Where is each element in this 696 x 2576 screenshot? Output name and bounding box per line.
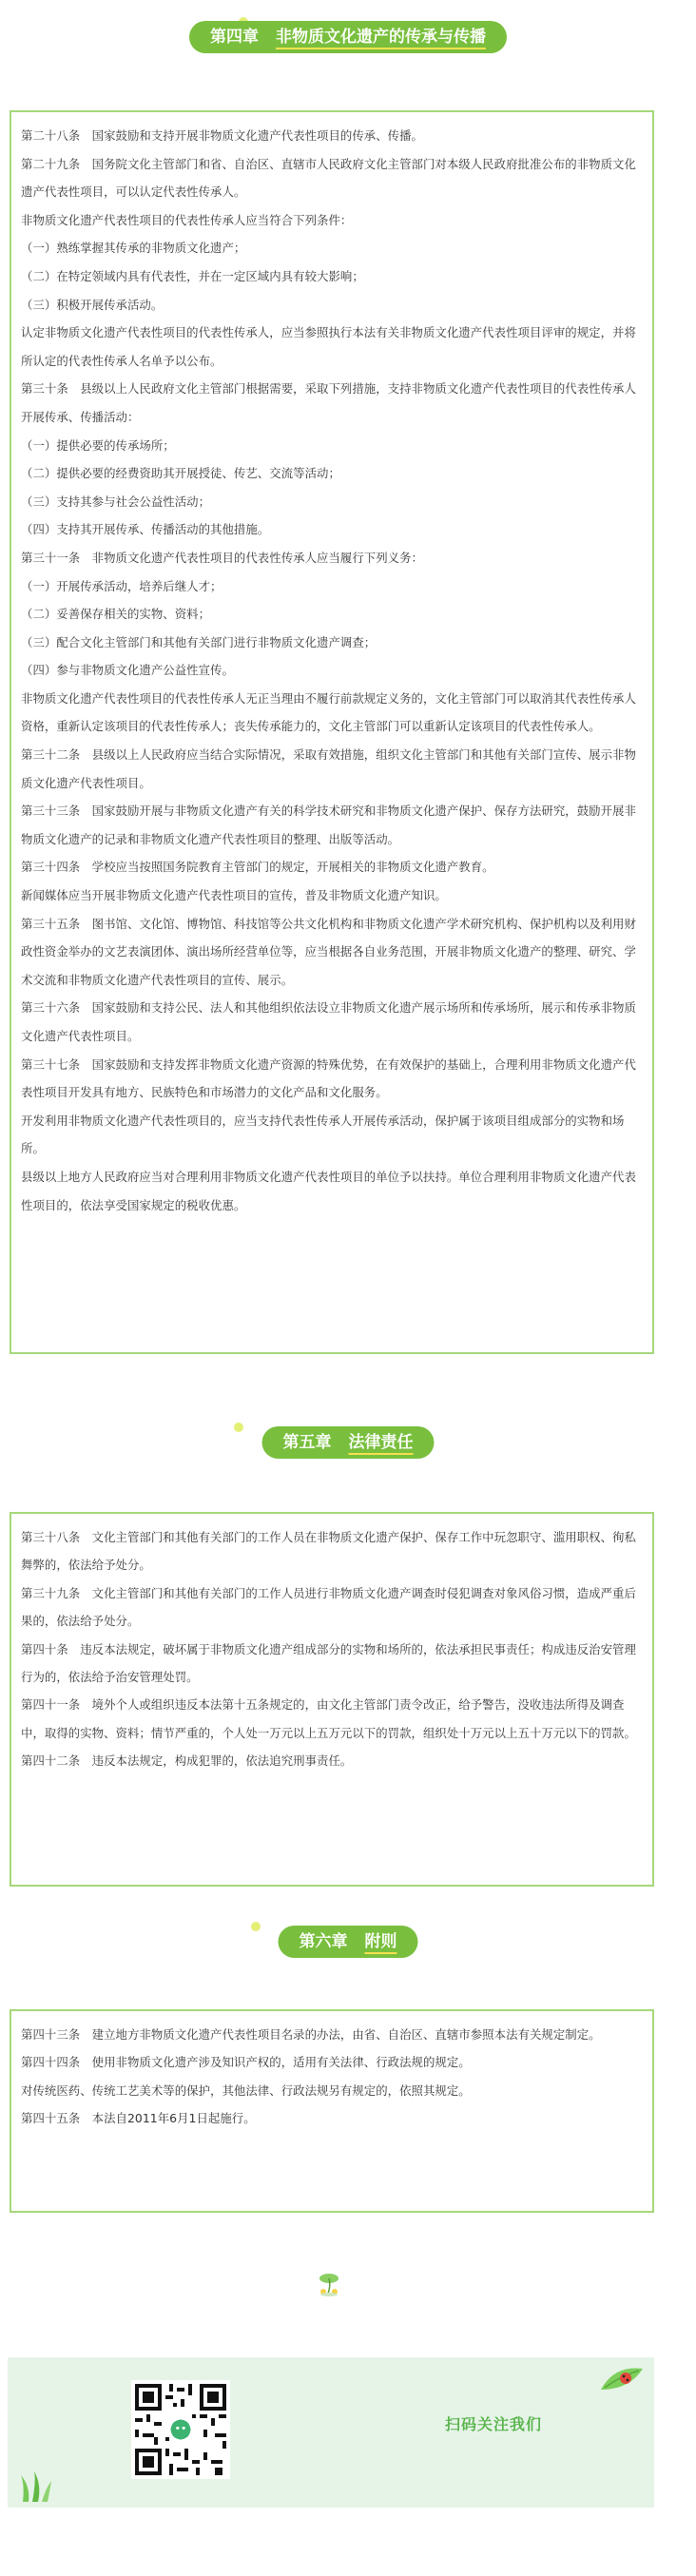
article-line: 第四十条 违反本法规定，破坏属于非物质文化遗产组成部分的实物和场所的，依法承担民事责任；构成违反治安管理行为的，依法给予治安管理处罚。 bbox=[21, 1641, 636, 1685]
article-line: 非物质文化遗产代表性项目的代表性传承人应当符合下列条件： bbox=[21, 212, 353, 227]
article-line: （一）熟练掌握其传承的非物质文化遗产； bbox=[21, 241, 246, 256]
chapter-content-box bbox=[10, 110, 654, 1354]
chapter-number: 第四章 bbox=[210, 28, 259, 47]
follow-us-text: 扫码关注我们 bbox=[445, 2415, 543, 2433]
chapter-number: 第五章 bbox=[282, 1433, 332, 1452]
article-line: 第二十八条 国家鼓励和支持开展非物质文化遗产代表性项目的传承、传播。 bbox=[21, 128, 423, 143]
article-line: 第三十一条 非物质文化遗产代表性项目的代表性传承人应当履行下列义务： bbox=[21, 550, 423, 565]
chapter-title-pill bbox=[189, 21, 507, 53]
chapter-heading bbox=[0, 11, 696, 61]
article-line: 第三十二条 县级以上人民政府应当结合实际情况，采取有效措施，组织文化主管部门和其他有关部门宣传、展示非物质文化遗产代表性项目。 bbox=[21, 747, 636, 790]
article-line: （三）积极开展传承活动。 bbox=[21, 297, 164, 312]
chapter-title: 附则 bbox=[365, 1932, 397, 1954]
article-line: （二）提供必要的经费资助其开展授徒、传艺、交流等活动； bbox=[21, 466, 340, 481]
chapter-heading bbox=[0, 1916, 696, 1966]
article-line: 第三十七条 国家鼓励和支持发挥非物质文化遗产资源的特殊优势，在有效保护的基础上，合理利用非物质文化遗产代表性项目开发具有地方、民族特色和市场潜力的文化产品和文化服务。 bbox=[21, 1056, 636, 1100]
article-line: 第四十四条 使用非物质文化遗产涉及知识产权的，适用有关法律、行政法规的规定。 bbox=[21, 2055, 471, 2070]
article-line: 第二十九条 国务院文化主管部门和省、自治区、直辖市人民政府文化主管部门对本级人民政府批准公布的非物质文化遗产代表性项目，可以认定代表性传承人。 bbox=[21, 156, 636, 200]
chapter-number: 第六章 bbox=[299, 1932, 348, 1951]
article-line: 开发利用非物质文化遗产代表性项目的，应当支持代表性传承人开展传承活动，保护属于该项目组成部分的实物和场所。 bbox=[21, 1113, 625, 1156]
article-line: （二）妥善保存相关的实物、资料； bbox=[21, 607, 211, 622]
wechat-logo-icon bbox=[171, 2420, 191, 2440]
article-line: 第三十条 县级以上人民政府文化主管部门根据需要，采取下列措施，支持非物质文化遗产代表性项目的代表性传承人开展传承、传播活动： bbox=[21, 381, 636, 424]
leaf-ornament-icon bbox=[312, 2269, 346, 2297]
decor-dot bbox=[251, 1922, 261, 1931]
article-line: 第三十六条 国家鼓励和支持公民、法人和其他组织依法设立非物质文化遗产展示场所和传承场所，展示和传承非物质文化遗产代表性项目。 bbox=[21, 1000, 636, 1043]
article-line: （一）开展传承活动，培养后继人才； bbox=[21, 578, 222, 593]
chapter-title: 法律责任 bbox=[349, 1433, 414, 1455]
article-line: 认定非物质文化遗产代表性项目的代表性传承人，应当参照执行本法有关非物质文化遗产代表性项目评审的规定，并将所认定的代表性传承人名单予以公布。 bbox=[21, 325, 636, 368]
ladybug-icon bbox=[597, 2361, 647, 2399]
article-line: 第四十三条 建立地方非物质文化遗产代表性项目名录的办法，由省、自治区、直辖市参照本法有关规定制定。 bbox=[21, 2027, 601, 2042]
chapter-heading bbox=[0, 1417, 696, 1466]
article-line: 第三十五条 图书馆、文化馆、博物馆、科技馆等公共文化机构和非物质文化遗产学术研究机构、保护机构以及利用财政性资金举办的文艺表演团体、演出场所经营单位等，应当根据各自业务范围，开展非物质文化遗产的整理、研究、学术交流和非物质文化遗产代表性项目的宣传、展示。 bbox=[21, 916, 636, 987]
grass-icon bbox=[17, 2469, 55, 2502]
article-line: 第四十二条 违反本法规定，构成犯罪的，依法追究刑事责任。 bbox=[21, 1753, 353, 1769]
article-line: 第三十八条 文化主管部门和其他有关部门的工作人员在非物质文化遗产保护、保存工作中玩忽职守、滥用职权、徇私舞弊的，依法给予处分。 bbox=[21, 1530, 636, 1573]
article-line: 第四十一条 境外个人或组织违反本法第十五条规定的，由文化主管部门责令改正，给予警告，没收违法所得及调查中，取得的实物、资料；情节严重的，个人处一万元以上五万元以下的罚款，组织处十万元以上五十万元以下的罚款。 bbox=[21, 1697, 636, 1740]
qr-code-icon[interactable] bbox=[131, 2380, 230, 2479]
chapter-title: 非物质文化遗产的传承与传播 bbox=[276, 28, 486, 49]
article-line: （三）配合文化主管部门和其他有关部门进行非物质文化遗产调查； bbox=[21, 634, 377, 649]
chapter-title-pill bbox=[262, 1426, 435, 1459]
chapter-content-box bbox=[10, 2009, 654, 2213]
qr-footer-panel bbox=[8, 2357, 654, 2508]
article-line: （一）提供必要的传承场所； bbox=[21, 437, 175, 453]
article-line: （四）支持其开展传承、传播活动的其他措施。 bbox=[21, 522, 270, 537]
article-line: 新闻媒体应当开展非物质文化遗产代表性项目的宣传，普及非物质文化遗产知识。 bbox=[21, 888, 447, 903]
article-line: （二）在特定领域内具有代表性，并在一定区域内具有较大影响； bbox=[21, 268, 364, 283]
article-line: 第四十五条 本法自2011年6月1日起施行。 bbox=[21, 2111, 256, 2126]
article-line: 对传统医药、传统工艺美术等的保护，其他法律、行政法规另有规定的，依照其规定。 bbox=[21, 2082, 471, 2098]
article-line: 第三十九条 文化主管部门和其他有关部门的工作人员进行非物质文化遗产调查时侵犯调查对象风俗习惯，造成严重后果的，依法给予处分。 bbox=[21, 1585, 636, 1629]
article-line: 非物质文化遗产代表性项目的代表性传承人无正当理由不履行前款规定义务的，文化主管部门可以取消其代表性传承人资格，重新认定该项目的代表性传承人；丧失传承能力的，文化主管部门可以重新认定该项目的代表性传承人。 bbox=[21, 690, 636, 734]
article-line: 第三十三条 国家鼓励开展与非物质文化遗产有关的科学技术研究和非物质文化遗产保护、保存方法研究，鼓励开展非物质文化遗产的记录和非物质文化遗产代表性项目的整理、出版等活动。 bbox=[21, 804, 636, 846]
article-line: （四）参与非物质文化遗产公益性宣传。 bbox=[21, 663, 234, 678]
decor-dot bbox=[234, 1423, 243, 1432]
chapter-title-pill bbox=[279, 1926, 418, 1958]
article-line: 第三十四条 学校应当按照国务院教育主管部门的规定，开展相关的非物质文化遗产教育。 bbox=[21, 860, 494, 875]
article-line: 县级以上地方人民政府应当对合理利用非物质文化遗产代表性项目的单位予以扶持。单位合理利用非物质文化遗产代表性项目的，依法享受国家规定的税收优惠。 bbox=[21, 1169, 636, 1212]
chapter-content-box bbox=[10, 1512, 654, 1887]
article-line: （三）支持其参与社会公益性活动； bbox=[21, 494, 211, 509]
